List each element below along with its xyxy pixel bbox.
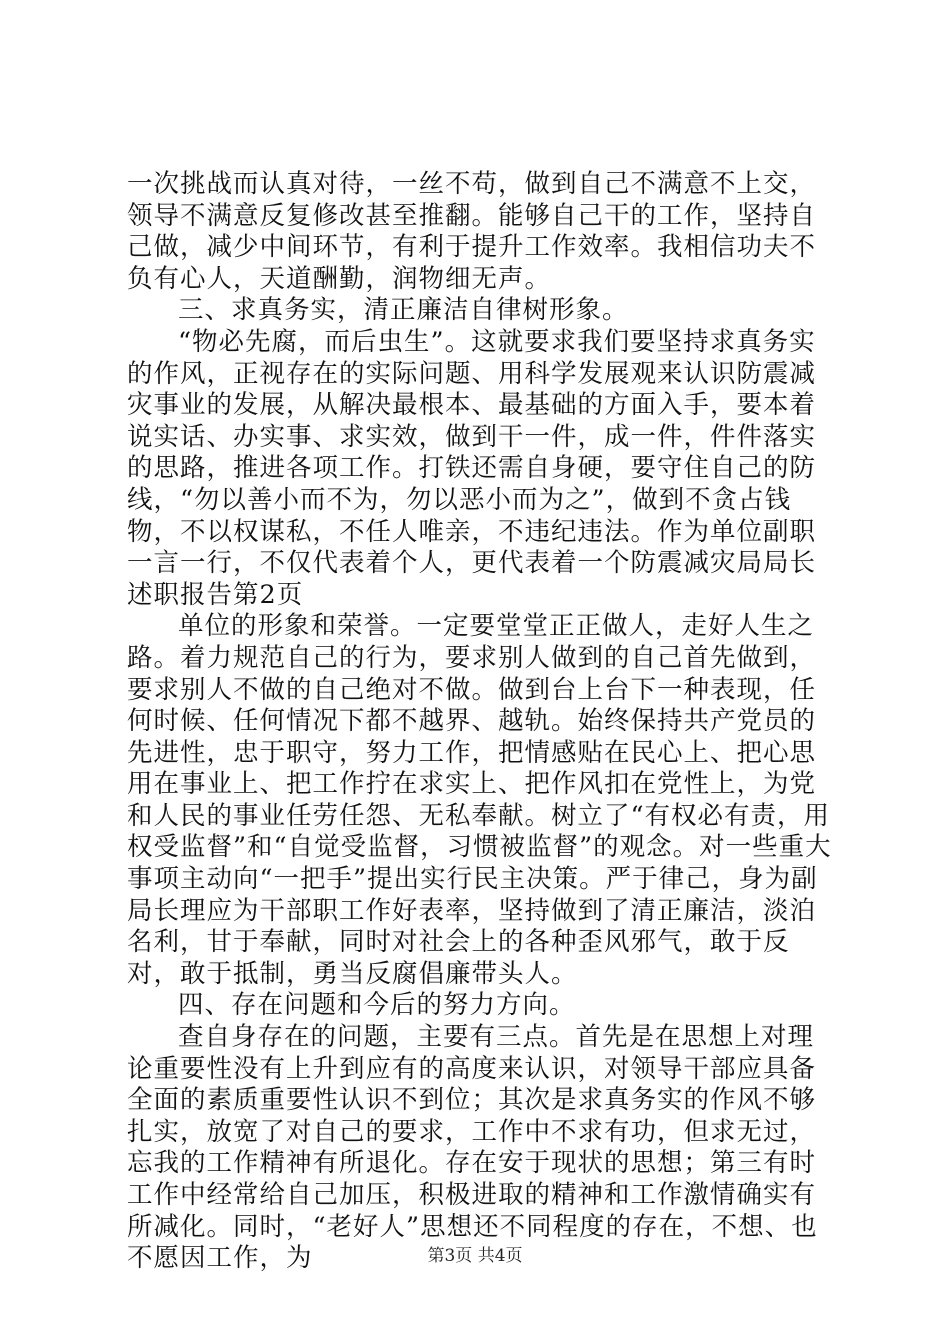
paragraph-problems: 查自身存在的问题，主要有三点。首先是在思想上对理论重要性没有上升到应有的高度来认识，对领导干部应具备全面的素质重要性认识不到位；其次是求真务实的作风不够扎实，放宽了对自己的要求，工作中不求有功，但求无过，忘我的工作精神有所退化。存在安于现状的思想；第三有时工作中经常给自己加压，积极进取的精神和工作激情确实有所减化。同时，“老好人”思想还不同程度的存在，不想、也不愿因工作，为 <box>127 1022 818 1274</box>
paragraph-truth-seeking: “物必先腐，而后虫生”。这就要求我们要坚持求真务实的作风，正视存在的实际问题、用科学发展观来认识防震减灾事业的发展，从解决最根本、最基础的方面入手，要本着说实话、办实事、求实效，做到干一件，成一件，件件落实的思路，推进各项工作。打铁还需自身硬，要守住自己的防线，“勿以善小而不为，勿以恶小而为之”，做到不贪占钱物，不以权谋私，不任人唯亲，不违纪违法。作为单位副职一言一行，不仅代表着个人，更代表着一个防震减灾局局长述职报告第2页 <box>127 326 817 610</box>
page-footer: 第3页 共4页 <box>427 1246 523 1266</box>
section-heading-three: 三、求真务实，清正廉洁自律树形象。 <box>178 295 629 326</box>
paragraph-continuation: 一次挑战而认真对待，一丝不苟，做到自己不满意不上交，领导不满意反复修改甚至推翻。能够自己干的工作，坚持自己做，减少中间环节，有利于提升工作效率。我相信功夫不负有心人，天道酬勤，润物细无声。 <box>127 169 817 294</box>
paragraph-unit-image: 单位的形象和荣誉。一定要堂堂正正做人，走好人生之路。着力规范自己的行为，要求别人做到的自己首先做到，要求别人不做的自己绝对不做。做到台上台下一种表现，任何时候、任何情况下都不越界、越轨。始终保持共产党员的先进性，忠于职守，努力工作，把情感贴在民心上、把心思用在事业上、把工作拧在求实上、把作风扣在党性上，为党和人民的事业任劳任怨、无私奉献。树立了“有权必有责，用权受监督”和“自觉受监督，习惯被监督”的观念。对一些重大事项主动向“一把手”提出实行民主决策。严于律己，身为副局长理应为干部职工作好表率，坚持做到了清正廉洁，淡泊名利，甘于奉献，同时对社会上的各种歪风邪气，敢于反对，敢于抵制，勇当反腐倡廉带头人。 <box>127 611 832 989</box>
section-heading-four: 四、存在问题和今后的努力方向。 <box>178 990 576 1021</box>
document-body <box>127 169 837 1275</box>
